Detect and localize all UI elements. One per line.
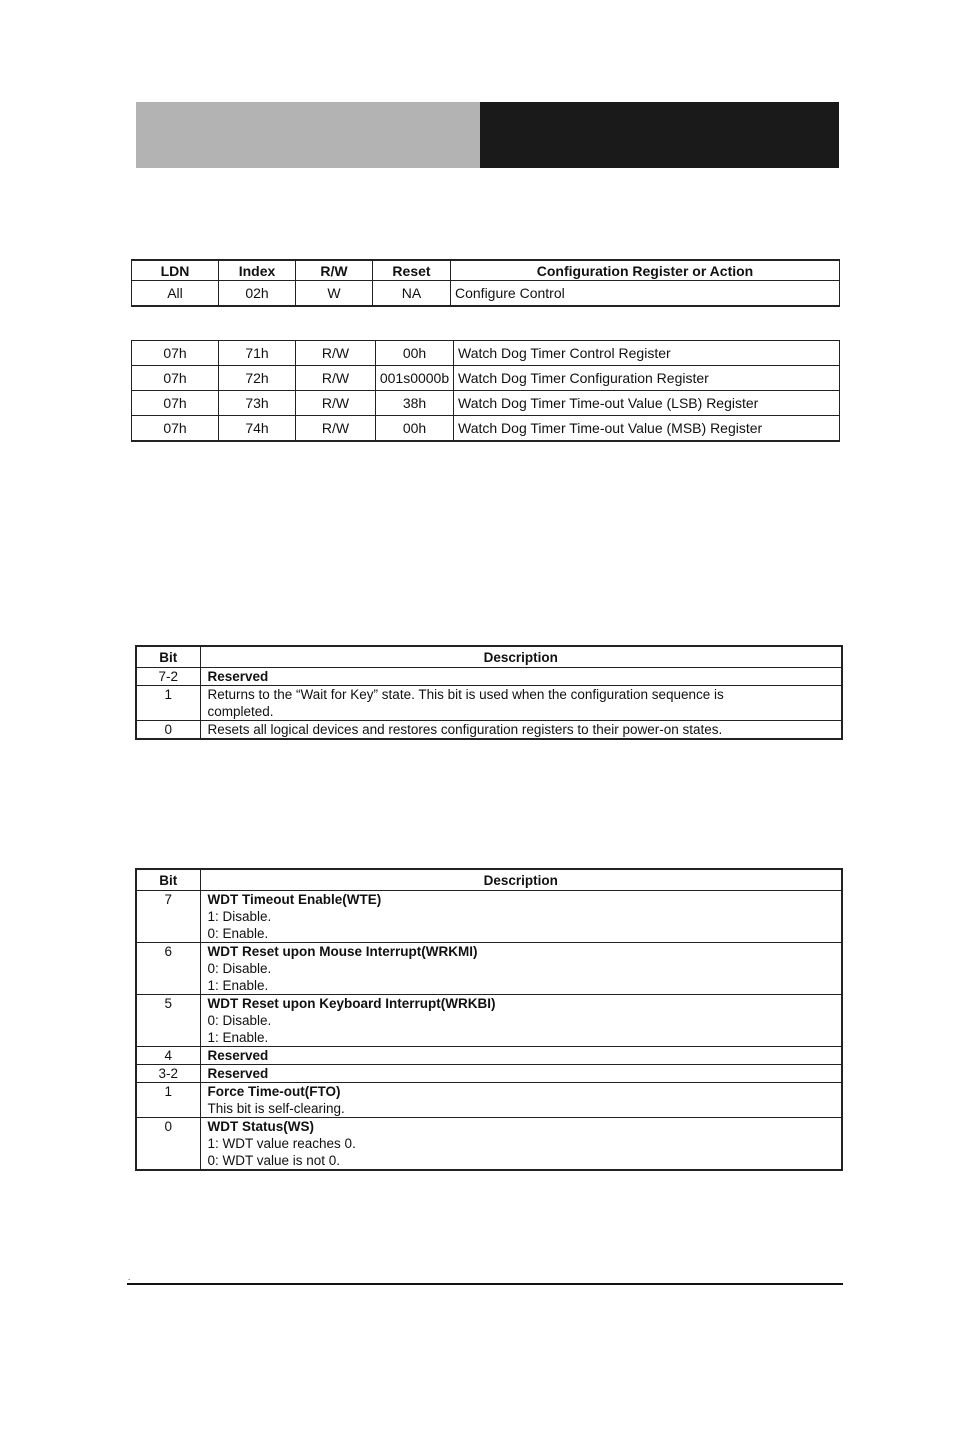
cell-bit: 7 — [136, 891, 200, 943]
cell-index: 73h — [219, 391, 296, 416]
wdt-register-table — [131, 340, 840, 442]
cell-bit: 4 — [136, 1047, 200, 1065]
cell-description — [200, 668, 842, 686]
bit-line: 0: Disable. — [207, 1013, 272, 1028]
table-row — [136, 891, 842, 943]
bit-line: 0: Disable. — [207, 961, 272, 976]
cell-rw: W — [296, 281, 373, 307]
configure-control-bit-table — [135, 645, 843, 740]
bit-title: Reserved — [207, 1048, 269, 1063]
header-bit: Bit — [136, 646, 200, 668]
cell-description: Watch Dog Timer Configuration Register — [454, 366, 840, 391]
cell-bit: 7-2 — [136, 668, 200, 686]
table-row — [136, 1065, 842, 1083]
bit-line: 1: Disable. — [207, 909, 272, 924]
bit-title: WDT Reset upon Mouse Interrupt(WRKMI) — [207, 944, 478, 959]
cell-description — [200, 1083, 842, 1118]
cell-reset: 001s0000b — [376, 366, 454, 391]
cell-rw: R/W — [296, 341, 376, 366]
bit-line: Resets all logical devices and restores configuration registers to their power-on states. — [207, 722, 723, 737]
cell-index: 72h — [219, 366, 296, 391]
cell-bit: 1 — [136, 686, 200, 721]
bit-line: Returns to the “Wait for Key” state. This bit is used when the configuration sequence is — [207, 687, 724, 702]
cell-description — [200, 891, 842, 943]
cell-description — [200, 1065, 842, 1083]
cell-bit: 6 — [136, 943, 200, 995]
cell-reset: NA — [373, 281, 451, 307]
cell-ldn: All — [132, 281, 219, 307]
header-description: Description — [200, 646, 842, 668]
bit-title: Reserved — [207, 669, 269, 684]
table-header-row — [132, 260, 840, 281]
table-row — [136, 668, 842, 686]
bit-line: completed. — [207, 704, 274, 719]
configure-control-register-table — [131, 259, 840, 307]
header-bit: Bit — [136, 869, 200, 891]
cell-reset: 00h — [376, 416, 454, 442]
cell-bit: 1 — [136, 1083, 200, 1118]
bit-line: 0: WDT value is not 0. — [207, 1153, 341, 1168]
footer-mark: . — [128, 1273, 131, 1282]
header-ldn: LDN — [132, 260, 219, 281]
table-row — [136, 995, 842, 1047]
cell-description — [200, 943, 842, 995]
cell-index: 74h — [219, 416, 296, 442]
table-header-row — [136, 646, 842, 668]
cell-bit: 5 — [136, 995, 200, 1047]
table-row — [136, 1118, 842, 1171]
cell-description — [200, 686, 842, 721]
cell-description: Watch Dog Timer Time-out Value (LSB) Register — [454, 391, 840, 416]
header-bar-right — [480, 102, 839, 168]
table-header-row — [136, 869, 842, 891]
bit-title: Force Time-out(FTO) — [207, 1084, 341, 1099]
bit-line: 1: Enable. — [207, 1030, 269, 1045]
cell-description — [200, 1047, 842, 1065]
table-row — [136, 686, 842, 721]
cell-ldn: 07h — [132, 341, 219, 366]
cell-index: 02h — [219, 281, 296, 307]
header-bar-left — [136, 102, 480, 168]
cell-index: 71h — [219, 341, 296, 366]
wdt-control-bit-table — [135, 868, 843, 1171]
cell-reset: 00h — [376, 341, 454, 366]
header-description: Description — [200, 869, 842, 891]
bit-title: WDT Status(WS) — [207, 1119, 314, 1134]
bit-line: 1: Enable. — [207, 978, 269, 993]
cell-description: Configure Control — [451, 281, 840, 307]
table-row — [136, 943, 842, 995]
cell-description: Watch Dog Timer Time-out Value (MSB) Register — [454, 416, 840, 442]
table-row — [136, 1047, 842, 1065]
footer-rule — [127, 1283, 843, 1285]
bit-title: WDT Reset upon Keyboard Interrupt(WRKBI) — [207, 996, 496, 1011]
cell-bit: 0 — [136, 1118, 200, 1171]
cell-ldn: 07h — [132, 366, 219, 391]
cell-description — [200, 1118, 842, 1171]
bit-line: 1: WDT value reaches 0. — [207, 1136, 356, 1151]
cell-rw: R/W — [296, 366, 376, 391]
table-row — [132, 416, 840, 442]
table-row — [136, 1083, 842, 1118]
table-row — [132, 281, 840, 307]
header-rw: R/W — [296, 260, 373, 281]
cell-description — [200, 721, 842, 740]
header-config-register: Configuration Register or Action — [451, 260, 840, 281]
cell-bit: 3-2 — [136, 1065, 200, 1083]
bit-line: This bit is self-clearing. — [207, 1101, 345, 1116]
cell-bit: 0 — [136, 721, 200, 740]
bit-line: 0: Enable. — [207, 926, 269, 941]
cell-description: Watch Dog Timer Control Register — [454, 341, 840, 366]
cell-description — [200, 995, 842, 1047]
table-row — [132, 366, 840, 391]
table-row — [136, 721, 842, 740]
bit-title: WDT Timeout Enable(WTE) — [207, 892, 382, 907]
bit-title: Reserved — [207, 1066, 269, 1081]
table-row — [132, 391, 840, 416]
header-index: Index — [219, 260, 296, 281]
cell-rw: R/W — [296, 391, 376, 416]
cell-rw: R/W — [296, 416, 376, 442]
cell-ldn: 07h — [132, 391, 219, 416]
header-reset: Reset — [373, 260, 451, 281]
cell-ldn: 07h — [132, 416, 219, 442]
cell-reset: 38h — [376, 391, 454, 416]
table-row — [132, 341, 840, 366]
